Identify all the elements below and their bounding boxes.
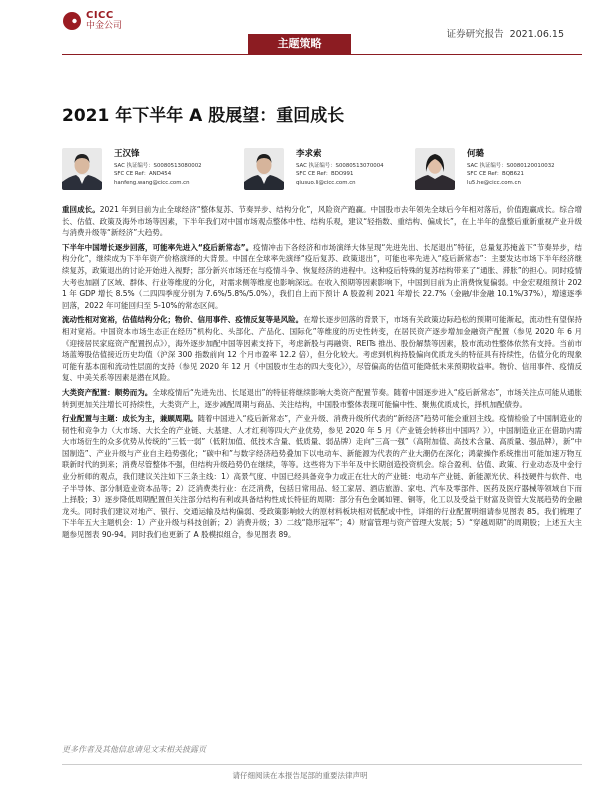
- analyst-card: [62, 148, 202, 190]
- paragraph-text: 全球疫情后“先进先出、长尾退出”的特征将继续影响大类资产配置节奏。随着中国逐步进入“疫后新常态”，市场关注点可能从通胀转到更加关注增长可持续性，大类资产上，逐步减配周期与商品、关注结构，中国股市整体表现可能偏中性、聚焦优质成长，择机加配债券。: [62, 387, 583, 409]
- paragraph-text: 2021 年到目前为止全球经济“整体复苏、节奏异步、结构分化”，风险资产跑赢。中国股市去年领先全球后今年相对落后，价值跑赢成长。综合增长、估值、政策及海外市场等因素，下半年我们对中国市场观点整体中性、结构乐观，建议“轻指数、重结构、偏成长”，在上半年的盘整后重新重视产业升级与消费升级等“新经济”大趋势。: [62, 205, 582, 238]
- report-date: 2021.06.15: [509, 29, 564, 40]
- analyst-email[interactable]: qiusuo.li@cicc.com.cn: [296, 179, 356, 186]
- analyst-photo-icon: [62, 148, 102, 190]
- cicc-emblem-icon: [62, 11, 82, 31]
- report-summary: [62, 204, 582, 544]
- paragraph-text: 随着中国进入“疫后新常态”，产业升级、消费升级所代表的“新经济”趋势可能会重回主线。疫情检验了中国制造业的韧性和竞争力（大市场、大长全的产业链、大基建、人才红利等四大产业优势，参见 2020 年 5 月《产业链会转移出中国吗？》），中国制造业正在借助内需大市场衍生的众多优势从传统的“三低一弱”（低附加值、低技术含量、低质量、弱品牌）走向“三高一强”（高附加值、高技术含量、高质量、强品牌），新“中国制造”、产业升级与产业自主趋势强化；“碳中和”与数字经济趋势叠加下以电动车、新能源为代表的产业大潮仍在深化；鸿蒙操作系统推出可能加速万物互联新时代的到来；消费尽管整体不强，但结构升级趋势仍在继续，等等。这些将为下半年及中长期创造投资机会。综合盈利、估值、政策、行业动态及中金行业分析师的观点，我们建议关注如下三条主线：1）高景气度、中国已经具备竞争力或正在壮大的产业链：电动车产业链、新能源光伏、科技硬件与软件、电子半导体、部分制造业资本品等；2）泛消费类行业：在泛消费，包括日常用品、轻工家居、酒店旅游、家电、汽车及零部件、医药及医疗器械等领域自下而上择股；3）逐步降低周期配置但关注部分结构有利或具备结构性成长特征的周期：部分有色金属如锂、铜等，化工以及受益于财富及资管大发展趋势的金融龙头。同时我们建议对地产、银行、交通运输及结构偏弱、受政策影响较大的原材料板块相对低配或中性，详细的行业配置明细请参见图表 85。我们梳理了下半年五大主题机会：1）产业升级与科技创新；2）消费升级；3）二线“隐形冠军”；4）财富管理与资产管理大发展；5）“穿越周期”的周期股；上述五大主题参见图表 90-94。同时我们也更新了 A 股模拟组合，参见图表 89。: [62, 414, 583, 540]
- report-title: 2021 年下半年 A 股展望：重回成长: [62, 106, 345, 126]
- summary-paragraph: [62, 204, 582, 239]
- analyst-photo-icon: [415, 148, 455, 190]
- analyst-name: 何璐: [467, 149, 485, 159]
- header-rule: [62, 54, 582, 55]
- analyst-sac: SAC 执证编号：S0080513080002: [114, 163, 202, 169]
- report-info: [447, 26, 564, 40]
- paragraph-text: 疫情冲击下各经济和市场演绎大体呈现“先进先出、长尾退出”特征，总量复苏掩盖下“节奏异步，结构分化”，继续成为下半年资产价格演绎的大背景。中国在全球率先演绎“疫后复苏、政策退出”，可能也率先进入“疫后新常态”：主要发达市场下半年经济继续复苏，政策退出的讨论开始进入视野；部分新兴市场还在与疫情斗争、恢复经济的进程中。这种疫后特殊的复苏结构带来了“通胀、滞胀”的担心。同时疫情大考也加剧了区域、群体、行业等维度的分化，对需求侧等维度也影响深远。在收入预期等因素影响下，中国到目前为止消费恢复偏弱。中金宏观组预计 2021 年 GDP 增长 8.5%（二四四季度分别为 7.6%/5.8%/5.0%），我们自上而下预计 A 股盈利 2021 年增长 22.7%（金融/非金融 10.1%/37%），增速逐季回落，2022 年可能回归至 5-10%的常态区间。: [62, 242, 583, 310]
- paragraph-lead: 重回成长。: [62, 205, 100, 214]
- report-type: 证券研究报告: [446, 29, 504, 40]
- analyst-photo-icon: [244, 148, 284, 190]
- paragraph-lead: 大类资产配置：顺势而为。: [62, 387, 153, 397]
- section-band: 主题策略: [248, 34, 351, 54]
- paragraph-lead: 下半年中国增长逐步回落，可能率先进入“疫后新常态”。: [62, 242, 254, 252]
- analyst-sfc: SFC CE Ref：AND454: [114, 171, 172, 178]
- analyst-card: [415, 148, 555, 190]
- paragraph-lead: 行业配置与主题：成长为主，兼顾周期。: [62, 414, 198, 424]
- footer-rule: [62, 764, 582, 765]
- cicc-logo: [62, 10, 122, 32]
- analyst-email[interactable]: lu5.he@cicc.com.cn: [467, 179, 521, 186]
- author-disclosure-note: 更多作者及其他信息请见文末相关披露页: [62, 745, 206, 754]
- analyst-sac: SAC 执证编号：S0080120010032: [467, 163, 555, 169]
- analyst-sfc: SFC CE Ref：BDO991: [296, 171, 354, 178]
- analyst-name: 王汉锋: [114, 149, 140, 159]
- analyst-card: [244, 148, 384, 190]
- paragraph-lead: 流动性相对宽裕，估值结构分化；物价、信用事件、疫情反复等是风险。: [62, 315, 304, 325]
- analyst-sac: SAC 执证编号：S0080513070004: [296, 163, 384, 169]
- summary-paragraph: [62, 242, 582, 312]
- analyst-name: 李求索: [296, 149, 322, 159]
- brand-name-cn: 中金公司: [86, 21, 123, 31]
- summary-paragraph: [62, 413, 582, 541]
- analyst-sfc: SFC CE Ref：BQB621: [467, 171, 524, 178]
- brand-name-en: CICC: [86, 10, 114, 21]
- summary-paragraph: [62, 314, 582, 384]
- analyst-email[interactable]: hanfeng.wang@cicc.com.cn: [114, 179, 190, 186]
- legal-footer: 请仔细阅读在本报告尾部的重要法律声明: [232, 771, 368, 780]
- paragraph-text: 在增长逐步回落的背景下，市场有关政策边际趋松的预期可能渐起，流动性有望保持相对宽裕。中国资本市场生态正在经历“机构化、头部化、产品化、国际化”等维度的历史性转变，在居民资产逐步增加金融资产配置（参见 2020 年 6 月《迎接居民家庭资产配置拐点》），海外逐步加配中国等因素支持下，考虑新股与再融资、REITs 推出、股份解禁等因素，股市流动性整体依然有支持。当前市场蓝筹股估值接近历史均值（沪深 300 指数前向 12 个月市盈率 12.2 倍），但分化较大。考虑到机构持股偏向优质龙头的特征具有持续性，估值分化的现象可能有基本面和流动性层面的支持（参见 2020 年 12 月《中国股市生态的四大变化》），尽管偏高的估值可能降低未来预期收益率。物价、信用事件、疫情反复、中美关系等因素是潜在风险。: [62, 315, 583, 383]
- summary-paragraph: [62, 387, 582, 410]
